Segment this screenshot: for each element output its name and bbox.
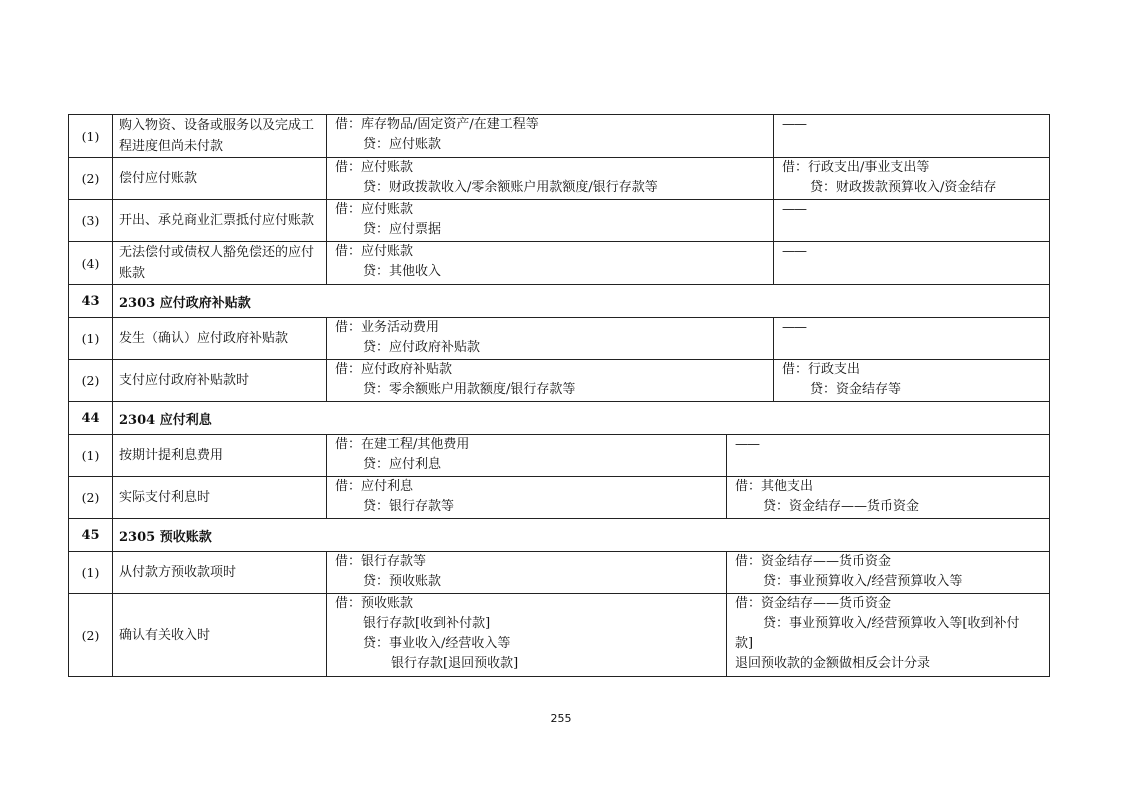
- business-description: 购入物资、设备或服务以及完成工程进度但尚未付款: [113, 115, 327, 158]
- financial-entry: [327, 360, 774, 402]
- budget-entry: [774, 360, 1050, 402]
- section-number: 45: [69, 519, 113, 552]
- row-number: (2): [69, 477, 113, 519]
- row-number: (1): [69, 435, 113, 477]
- entry-line: 贷：应付政府补贴款: [363, 340, 481, 355]
- financial-entry: [327, 594, 727, 677]
- financial-entry: [327, 115, 774, 158]
- table-row: [69, 360, 1050, 402]
- entry-line: ——: [782, 320, 807, 335]
- entry-line: 贷：其他收入: [363, 264, 442, 279]
- entry-line: 借：应付账款: [335, 202, 414, 217]
- section-number: 44: [69, 402, 113, 435]
- entry-line: 贷：应付利息: [363, 457, 442, 472]
- entry-line: 银行存款[收到补付款]: [363, 616, 491, 631]
- table-row: [69, 594, 1050, 677]
- entry-line: 借：资金结存——货币资金: [735, 596, 892, 611]
- budget-entry: [774, 242, 1050, 285]
- accounting-entries-table: [68, 114, 1050, 677]
- entry-line: ——: [782, 202, 807, 217]
- financial-entry: [327, 435, 727, 477]
- entry-line: 款]: [735, 636, 754, 651]
- business-description: 按期计提利息费用: [113, 435, 327, 477]
- table-row: [69, 477, 1050, 519]
- business-description: 无法偿付或债权人豁免偿还的应付账款: [113, 242, 327, 285]
- row-number: (4): [69, 242, 113, 285]
- entry-line: 贷：资金结存——货币资金: [763, 499, 920, 514]
- section-title: 2303 应付政府补贴款: [113, 285, 1050, 318]
- entry-line: ——: [735, 437, 759, 452]
- budget-entry: [727, 552, 1050, 594]
- section-header-row: [69, 519, 1050, 552]
- entry-line: 借：应付账款: [335, 244, 414, 259]
- business-description: 开出、承兑商业汇票抵付应付账款: [113, 200, 327, 242]
- page-number: 255: [550, 712, 572, 725]
- entry-line: 退回预收款的金额做相反会计分录: [735, 656, 931, 671]
- row-number: (2): [69, 158, 113, 200]
- budget-entry: [774, 115, 1050, 158]
- row-number: (1): [69, 552, 113, 594]
- entry-line: 贷：银行存款等: [363, 499, 455, 514]
- business-description: 确认有关收入时: [113, 594, 327, 677]
- entry-line: 借：行政支出/事业支出等: [782, 160, 930, 175]
- business-description: 支付应付政府补贴款时: [113, 360, 327, 402]
- financial-entry: [327, 552, 727, 594]
- section-number: 43: [69, 285, 113, 318]
- entry-line: 借：行政支出: [782, 362, 861, 377]
- table-row: [69, 158, 1050, 200]
- business-description: 实际支付利息时: [113, 477, 327, 519]
- entry-line: 借：应付利息: [335, 479, 414, 494]
- entry-line: 贷：资金结存等: [810, 382, 902, 397]
- entry-line: 贷：应付账款: [363, 137, 442, 152]
- entry-line: 借：在建工程/其他费用: [335, 437, 470, 452]
- entry-line: 贷：事业预算收入/经营预算收入等[收到补付: [763, 616, 1020, 631]
- budget-entry: [774, 318, 1050, 360]
- table-row: [69, 115, 1050, 158]
- business-description: 从付款方预收款项时: [113, 552, 327, 594]
- entry-line: 贷：事业预算收入/经营预算收入等: [763, 574, 963, 589]
- budget-entry: [774, 200, 1050, 242]
- financial-entry: [327, 477, 727, 519]
- table-row: [69, 552, 1050, 594]
- financial-entry: [327, 158, 774, 200]
- row-number: (2): [69, 594, 113, 677]
- entry-line: 借：业务活动费用: [335, 320, 440, 335]
- entry-line: 借：资金结存——货币资金: [735, 554, 892, 569]
- financial-entry: [327, 318, 774, 360]
- section-title: 2304 应付利息: [113, 402, 1050, 435]
- entry-line: 借：预收账款: [335, 596, 414, 611]
- entry-line: 贷：零余额账户用款额度/银行存款等: [363, 382, 576, 397]
- table-row: [69, 242, 1050, 285]
- budget-entry: [774, 158, 1050, 200]
- table-row: [69, 435, 1050, 477]
- budget-entry: [727, 435, 1050, 477]
- entry-line: 借：银行存款等: [335, 554, 427, 569]
- section-title: 2305 预收账款: [113, 519, 1050, 552]
- entry-line: 贷：预收账款: [363, 574, 442, 589]
- business-description: 偿付应付账款: [113, 158, 327, 200]
- financial-entry: [327, 242, 774, 285]
- entry-line: 贷：财政拨款收入/零余额账户用款额度/银行存款等: [363, 180, 658, 195]
- row-number: (2): [69, 360, 113, 402]
- entry-line: 借：库存物品/固定资产/在建工程等: [335, 117, 539, 132]
- financial-entry: [327, 200, 774, 242]
- entry-line: 借：应付政府补贴款: [335, 362, 453, 377]
- entry-line: ——: [782, 244, 807, 259]
- section-header-row: [69, 285, 1050, 318]
- table-row: [69, 318, 1050, 360]
- budget-entry: [727, 594, 1050, 677]
- entry-line: 贷：应付票据: [363, 222, 442, 237]
- entry-line: 借：其他支出: [735, 479, 814, 494]
- entry-line: ——: [782, 117, 807, 132]
- business-description: 发生（确认）应付政府补贴款: [113, 318, 327, 360]
- entry-line: 贷：事业收入/经营收入等: [363, 636, 511, 651]
- section-header-row: [69, 402, 1050, 435]
- row-number: (1): [69, 318, 113, 360]
- entry-line: 贷：财政拨款预算收入/资金结存: [810, 180, 997, 195]
- entry-line: 借：应付账款: [335, 160, 414, 175]
- row-number: (3): [69, 200, 113, 242]
- entry-line: 银行存款[退回预收款]: [391, 656, 519, 671]
- table-row: [69, 200, 1050, 242]
- budget-entry: [727, 477, 1050, 519]
- row-number: (1): [69, 115, 113, 158]
